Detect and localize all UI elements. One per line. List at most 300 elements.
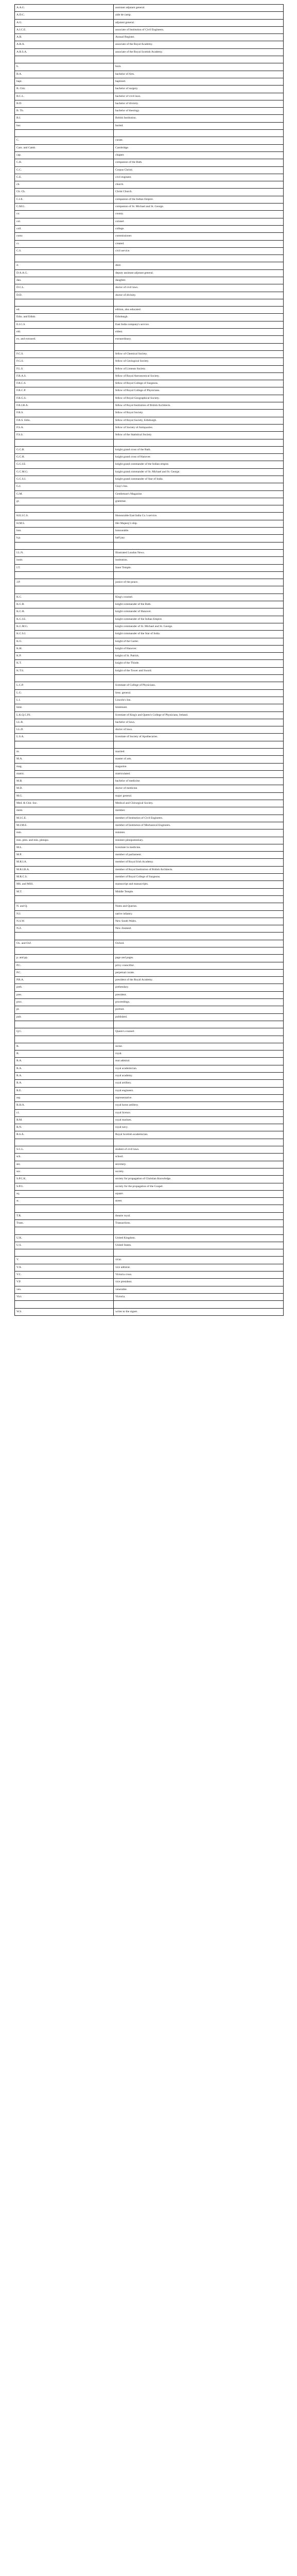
abbreviation-cell: G.C.M.G. (15, 468, 114, 476)
meaning-cell: Edinburgh. (114, 314, 284, 321)
abbreviation-cell: col. (15, 218, 114, 225)
meaning-cell: knight of St. Patrick. (114, 653, 284, 660)
abbreviation-cell: M.R.I.B.A. (15, 866, 114, 873)
table-row (15, 387, 284, 395)
abbreviation-cell: Med. & Chir. Soc. (15, 800, 114, 807)
meaning-cell: fellow of Royal College of Surgeons. (114, 380, 284, 387)
table-row (15, 991, 284, 998)
meaning-cell: licentiate of College of Physicians. (114, 682, 284, 689)
meaning-cell: royal marines. (114, 1116, 284, 1124)
meaning-cell: Honourable East India Co.'s service. (114, 513, 284, 520)
table-row (15, 1212, 284, 1219)
meaning-cell (114, 675, 284, 682)
table-row (15, 269, 284, 277)
abbreviation-cell: B. Th. (15, 108, 114, 115)
meaning-cell: portrait. (114, 1006, 284, 1013)
table-row (15, 380, 284, 387)
table-row (15, 196, 284, 203)
table-row (15, 1013, 284, 1021)
meaning-cell: Middle Temple. (114, 888, 284, 895)
meaning-cell (114, 299, 284, 306)
table-row (15, 461, 284, 468)
meaning-cell: royal horse artillery. (114, 1102, 284, 1109)
table-row (15, 1308, 284, 1315)
meaning-cell: Queen's counsel. (114, 1028, 284, 1036)
meaning-cell: Inner Temple. (114, 564, 284, 571)
abbreviation-cell: C.E. (15, 174, 114, 181)
table-row (15, 108, 284, 115)
abbreviation-cell: Q.C. (15, 1028, 114, 1036)
abbreviation-cell: ven. (15, 1286, 114, 1293)
abbreviation-cell (15, 1139, 114, 1146)
meaning-cell: lieutenant. (114, 704, 284, 711)
table-row (15, 12, 284, 19)
meaning-cell: companion of the Indian Empire. (114, 196, 284, 203)
table-row (15, 490, 284, 498)
table-row (15, 1183, 284, 1190)
abbreviation-cell: ex. and extraord. (15, 336, 114, 343)
meaning-cell: bachelor of theology. (114, 108, 284, 115)
abbreviation-cell: N.Z. (15, 925, 114, 933)
meaning-cell: bachelor of laws. (114, 719, 284, 726)
table-row (15, 711, 284, 719)
table-row (15, 697, 284, 704)
spacer-row (15, 586, 284, 594)
abbreviation-cell: r.l. (15, 1109, 114, 1116)
abbreviation-cell: F.S.S. (15, 432, 114, 439)
abbreviation-cell: G.C.I.E. (15, 461, 114, 468)
abbreviation-cell: K.C.S.I. (15, 631, 114, 638)
meaning-cell: minister. (114, 829, 284, 837)
abbreviation-cell: F.L.S. (15, 365, 114, 372)
table-row (15, 513, 284, 520)
abbreviation-cell: d. (15, 262, 114, 269)
table-row (15, 483, 284, 490)
table-row (15, 395, 284, 402)
meaning-cell: school. (114, 1154, 284, 1161)
abbreviation-cell: T.R. (15, 1212, 114, 1219)
meaning-cell: master of arts. (114, 756, 284, 763)
abbreviation-cell: G.C.B. (15, 446, 114, 453)
table-row (15, 1198, 284, 1205)
meaning-cell: associate of the Royal Academy. (114, 41, 284, 48)
meaning-cell: royal navy. (114, 1124, 284, 1131)
meaning-cell: knight grand commander of the Indian empire. (114, 461, 284, 468)
meaning-cell: New Zealand. (114, 925, 284, 933)
meaning-cell: licentiate of King's and Queen's College of Physicians, Ireland. (114, 711, 284, 719)
abbreviation-cell: V.A. (15, 1264, 114, 1271)
abbreviation-cell: J.P. (15, 579, 114, 586)
abbreviation-cell: Ox. and Oxf. (15, 940, 114, 947)
abbreviation-cell: R.A. (15, 1065, 114, 1072)
table-row (15, 770, 284, 777)
table-row (15, 844, 284, 851)
table-row (15, 424, 284, 431)
abbreviation-cell: D.C.L. (15, 284, 114, 292)
abbreviation-cell: pt. (15, 1006, 114, 1013)
abbreviation-cell: min. (15, 829, 114, 837)
table-row (15, 1272, 284, 1279)
table-row (15, 417, 284, 424)
meaning-cell: knight of Hanover. (114, 645, 284, 652)
meaning-cell: associate of the Royal Scottish Academy. (114, 48, 284, 56)
spacer-row (15, 1139, 284, 1146)
table-row (15, 1293, 284, 1300)
abbreviations-table (14, 4, 284, 1316)
table-row (15, 1050, 284, 1058)
meaning-cell: society for propagation of Christian Knowledge. (114, 1176, 284, 1183)
spacer-row (15, 542, 284, 549)
meaning-cell: knight commander of Hanover. (114, 608, 284, 616)
table-row (15, 1161, 284, 1168)
table-row (15, 792, 284, 800)
meaning-cell (114, 1036, 284, 1043)
table-row (15, 166, 284, 174)
meaning-cell: lieut. general. (114, 689, 284, 697)
meaning-cell (114, 947, 284, 955)
meaning-cell: royal licence. (114, 1109, 284, 1116)
meaning-cell: fellow of Geological Society. (114, 358, 284, 365)
table-row (15, 601, 284, 608)
abbreviation-cell: sec. (15, 1161, 114, 1168)
table-row (15, 446, 284, 453)
table-row (15, 918, 284, 925)
table-row (15, 984, 284, 991)
abbreviation-cell: M.P. (15, 852, 114, 859)
abbreviation-cell: MS. and MSS. (15, 881, 114, 888)
spacer-row (15, 895, 284, 903)
abbreviation-cell: M.G. (15, 792, 114, 800)
table-row (15, 608, 284, 616)
table-row (15, 704, 284, 711)
abbreviation-cell (15, 933, 114, 940)
meaning-cell (114, 1021, 284, 1028)
table-row (15, 955, 284, 962)
meaning-cell: Cambridge. (114, 144, 284, 151)
abbreviation-cell (15, 1205, 114, 1212)
meaning-cell: student of civil laws. (114, 1146, 284, 1154)
meaning-cell: page and pages. (114, 955, 284, 962)
table-row (15, 852, 284, 859)
meaning-cell: proceedings. (114, 999, 284, 1006)
abbreviation-cell: R.N. (15, 1124, 114, 1131)
meaning-cell: royal academy. (114, 1073, 284, 1080)
meaning-cell: member of Institution of Mechanical Engineers. (114, 822, 284, 829)
table-row (15, 144, 284, 151)
abbreviation-cell: I.T. (15, 564, 114, 571)
table-row (15, 63, 284, 71)
abbreviation-cell: K.H. (15, 645, 114, 652)
abbreviation-cell: H.E.I.C.S. (15, 513, 114, 520)
meaning-cell: licentiate of Society of Apothecaries. (114, 734, 284, 741)
table-row (15, 866, 284, 873)
table-row (15, 748, 284, 755)
table-row (15, 756, 284, 763)
table-row (15, 1154, 284, 1161)
table-row (15, 358, 284, 365)
abbreviation-cell: K.T.S. (15, 667, 114, 674)
abbreviation-cell: R.M. (15, 1116, 114, 1124)
table-row (15, 549, 284, 556)
table-row (15, 1190, 284, 1197)
table-row (15, 48, 284, 56)
meaning-cell: Transactions. (114, 1219, 284, 1227)
table-row (15, 962, 284, 969)
meaning-cell: companion of the Bath. (114, 159, 284, 166)
table-row (15, 682, 284, 689)
abbreviation-cell (15, 895, 114, 903)
abbreviation-cell (15, 56, 114, 63)
meaning-cell: knight grand commander of St. Michael and St. George. (114, 468, 284, 476)
table-row (15, 1028, 284, 1036)
abbreviation-cell: K.C.H. (15, 608, 114, 616)
table-row (15, 837, 284, 844)
abbreviation-cell: M.L. (15, 844, 114, 851)
table-row (15, 262, 284, 269)
meaning-cell: street. (114, 1198, 284, 1205)
table-row (15, 1286, 284, 1293)
abbreviation-cell: p. and pp. (15, 955, 114, 962)
table-row (15, 667, 284, 674)
meaning-cell: perpetual curate. (114, 969, 284, 976)
abbreviation-cell: A.R.A. (15, 41, 114, 48)
abbreviation-cell: sch. (15, 1154, 114, 1161)
meaning-cell: East India company's service. (114, 321, 284, 328)
meaning-cell: fellow of Royal Society. (114, 410, 284, 417)
meaning-cell: daughter. (114, 277, 284, 284)
meaning-cell: knight of the Garter. (114, 638, 284, 645)
abbreviation-cell: ed. (15, 307, 114, 314)
meaning-cell (114, 439, 284, 446)
table-row (15, 1131, 284, 1139)
table-row (15, 115, 284, 122)
meaning-cell: married. (114, 748, 284, 755)
abbreviation-cell: P.C. (15, 969, 114, 976)
meaning-cell: civil engineer. (114, 174, 284, 181)
meaning-cell: royal academician. (114, 1065, 284, 1072)
meaning-cell: vice president. (114, 1279, 284, 1286)
abbreviation-cell: bur. (15, 122, 114, 129)
abbreviation-cell: A.I.C.E. (15, 26, 114, 33)
table-row (15, 881, 284, 888)
meaning-cell: knight grand commander of Star of India. (114, 476, 284, 483)
table-row (15, 1094, 284, 1101)
table-row (15, 321, 284, 328)
meaning-cell: created. (114, 240, 284, 247)
meaning-cell: Annual Register. (114, 34, 284, 41)
meaning-cell: president of the Royal Academy. (114, 977, 284, 984)
meaning-cell: born. (114, 63, 284, 71)
abbreviation-cell: A.G. (15, 19, 114, 26)
meaning-cell: honourable. (114, 528, 284, 535)
abbreviation-cell: A.R. (15, 34, 114, 41)
meaning-cell: Lincoln's Inn. (114, 697, 284, 704)
abbreviation-cell: rep. (15, 1094, 114, 1101)
meaning-cell: knight grand cross of Hanover. (114, 454, 284, 461)
abbreviation-cell: cap. (15, 151, 114, 159)
meaning-cell: King's counsel. (114, 594, 284, 601)
spacer-row (15, 1249, 284, 1257)
abbreviation-cell: soc. (15, 1168, 114, 1175)
abbreviation-cell (15, 1249, 114, 1257)
abbreviation-cell: LL.D. (15, 726, 114, 734)
abbreviation-cell: instit. (15, 557, 114, 564)
meaning-cell: aide de camp. (114, 12, 284, 19)
table-row (15, 1234, 284, 1242)
abbreviation-cell: C.C. (15, 166, 114, 174)
table-row (15, 829, 284, 837)
abbreviation-cell: B.A. (15, 71, 114, 78)
abbreviation-cell: R.E. (15, 1087, 114, 1094)
table-row (15, 594, 284, 601)
abbreviation-cell: A.A.G. (15, 5, 114, 12)
meaning-cell: doctor of medicine. (114, 785, 284, 792)
abbreviation-cell: m. (15, 748, 114, 755)
spacer-row (15, 1036, 284, 1043)
abbreviation-cell: G.I. (15, 483, 114, 490)
table-row (15, 204, 284, 211)
meaning-cell: member of Royal Irish Academy. (114, 859, 284, 866)
table-row (15, 174, 284, 181)
table-row (15, 874, 284, 881)
abbreviation-cell: K.C. (15, 594, 114, 601)
table-row (15, 410, 284, 417)
table-row (15, 329, 284, 336)
table-row (15, 34, 284, 41)
abbreviations-sheet (14, 4, 283, 1316)
table-row (15, 78, 284, 85)
meaning-cell (114, 895, 284, 903)
meaning-cell: writer to the signet. (114, 1308, 284, 1315)
table-row (15, 888, 284, 895)
abbreviation-cell: F.S.A. (15, 424, 114, 431)
abbreviation-cell: matric. (15, 770, 114, 777)
meaning-cell: fellow of Linnean Society. (114, 365, 284, 372)
abbreviation-cell: S.C.L. (15, 1146, 114, 1154)
abbreviation-cell: R.A. (15, 1073, 114, 1080)
table-row (15, 1168, 284, 1175)
table-row (15, 292, 284, 299)
meaning-cell: fellow of Society of Antiquaries. (114, 424, 284, 431)
meaning-cell: member of parliament. (114, 852, 284, 859)
abbreviation-cell: M.D. (15, 785, 114, 792)
abbreviation-cell: K.C.I.E. (15, 616, 114, 623)
meaning-cell: fellow of Chemical Society. (114, 350, 284, 358)
meaning-cell: rear admiral. (114, 1058, 284, 1065)
meaning-cell: fellow of the Statistical Society. (114, 432, 284, 439)
table-row (15, 476, 284, 483)
abbreviation-cell: R.H.A. (15, 1102, 114, 1109)
table-row (15, 520, 284, 527)
abbreviation-cell: V.P. (15, 1279, 114, 1286)
meaning-cell: United States. (114, 1242, 284, 1249)
table-row (15, 1264, 284, 1271)
abbreviation-cell: proc. (15, 999, 114, 1006)
meaning-cell: fellow of Royal Society, Edinburgh. (114, 417, 284, 424)
meaning-cell: secretary. (114, 1161, 284, 1168)
table-row (15, 189, 284, 196)
table-row (15, 528, 284, 535)
abbreviation-cell: M.I.M.E. (15, 822, 114, 829)
table-row (15, 26, 284, 33)
meaning-cell: representative. (114, 1094, 284, 1101)
table-row (15, 402, 284, 410)
meaning-cell: fellow of Royal Institution of British Architects. (114, 402, 284, 410)
abbreviation-cell (15, 741, 114, 748)
table-row (15, 564, 284, 571)
abbreviation-cell: K.C.M.G. (15, 623, 114, 630)
meaning-cell: Corpus Christi. (114, 166, 284, 174)
abbreviation-cell: eld. (15, 329, 114, 336)
abbreviation-cell (15, 130, 114, 137)
abbreviation-cell (15, 586, 114, 594)
meaning-cell (114, 542, 284, 549)
table-row (15, 284, 284, 292)
abbreviation-cell: lieut. (15, 704, 114, 711)
abbreviation-cell (15, 1227, 114, 1234)
meaning-cell: institution. (114, 557, 284, 564)
meaning-cell (114, 1227, 284, 1234)
abbreviation-cell: S.P.G. (15, 1183, 114, 1190)
table-row (15, 940, 284, 947)
spacer-row (15, 343, 284, 350)
table-row (15, 181, 284, 189)
abbreviation-cell: L.S.A. (15, 734, 114, 741)
meaning-cell: knight commander of the Bath. (114, 601, 284, 608)
abbreviation-cell: P.C. (15, 962, 114, 969)
meaning-cell: extraordinary. (114, 336, 284, 343)
abbreviation-cell: V.C. (15, 1272, 114, 1279)
abbreviation-cell: coll. (15, 225, 114, 232)
table-row (15, 350, 284, 358)
meaning-cell: president. (114, 991, 284, 998)
table-row (15, 1219, 284, 1227)
abbreviation-cell: gr. (15, 498, 114, 505)
abbreviation-cell: F.R.C.P. (15, 387, 114, 395)
abbreviation-cell: F.R.C.S. (15, 380, 114, 387)
table-row (15, 372, 284, 380)
meaning-cell: Medical and Chirurgical Society. (114, 800, 284, 807)
abbreviation-cell (15, 1036, 114, 1043)
abbreviation-cell (15, 542, 114, 549)
meaning-cell: adjutant general. (114, 19, 284, 26)
meaning-cell: United Kingdom. (114, 1234, 284, 1242)
spacer-row (15, 299, 284, 306)
meaning-cell (114, 586, 284, 594)
meaning-cell (114, 741, 284, 748)
spacer-row (15, 255, 284, 262)
spacer-row (15, 439, 284, 446)
meaning-cell: British Institution. (114, 115, 284, 122)
meaning-cell: theatre royal. (114, 1212, 284, 1219)
meaning-cell: New South Wales. (114, 918, 284, 925)
abbreviation-cell: M.A. (15, 756, 114, 763)
meaning-cell: Victoria. (114, 1293, 284, 1300)
table-row (15, 365, 284, 372)
meaning-cell (114, 1205, 284, 1212)
meaning-cell: bachelor of surgery. (114, 86, 284, 93)
spacer-row (15, 571, 284, 579)
table-row (15, 535, 284, 542)
meaning-cell (114, 130, 284, 137)
abbreviation-cell: G.M. (15, 490, 114, 498)
meaning-cell: church. (114, 181, 284, 189)
table-row (15, 218, 284, 225)
table-row (15, 432, 284, 439)
meaning-cell: member of Royal Institution of British Architects. (114, 866, 284, 873)
abbreviation-cell (15, 505, 114, 513)
table-row (15, 159, 284, 166)
